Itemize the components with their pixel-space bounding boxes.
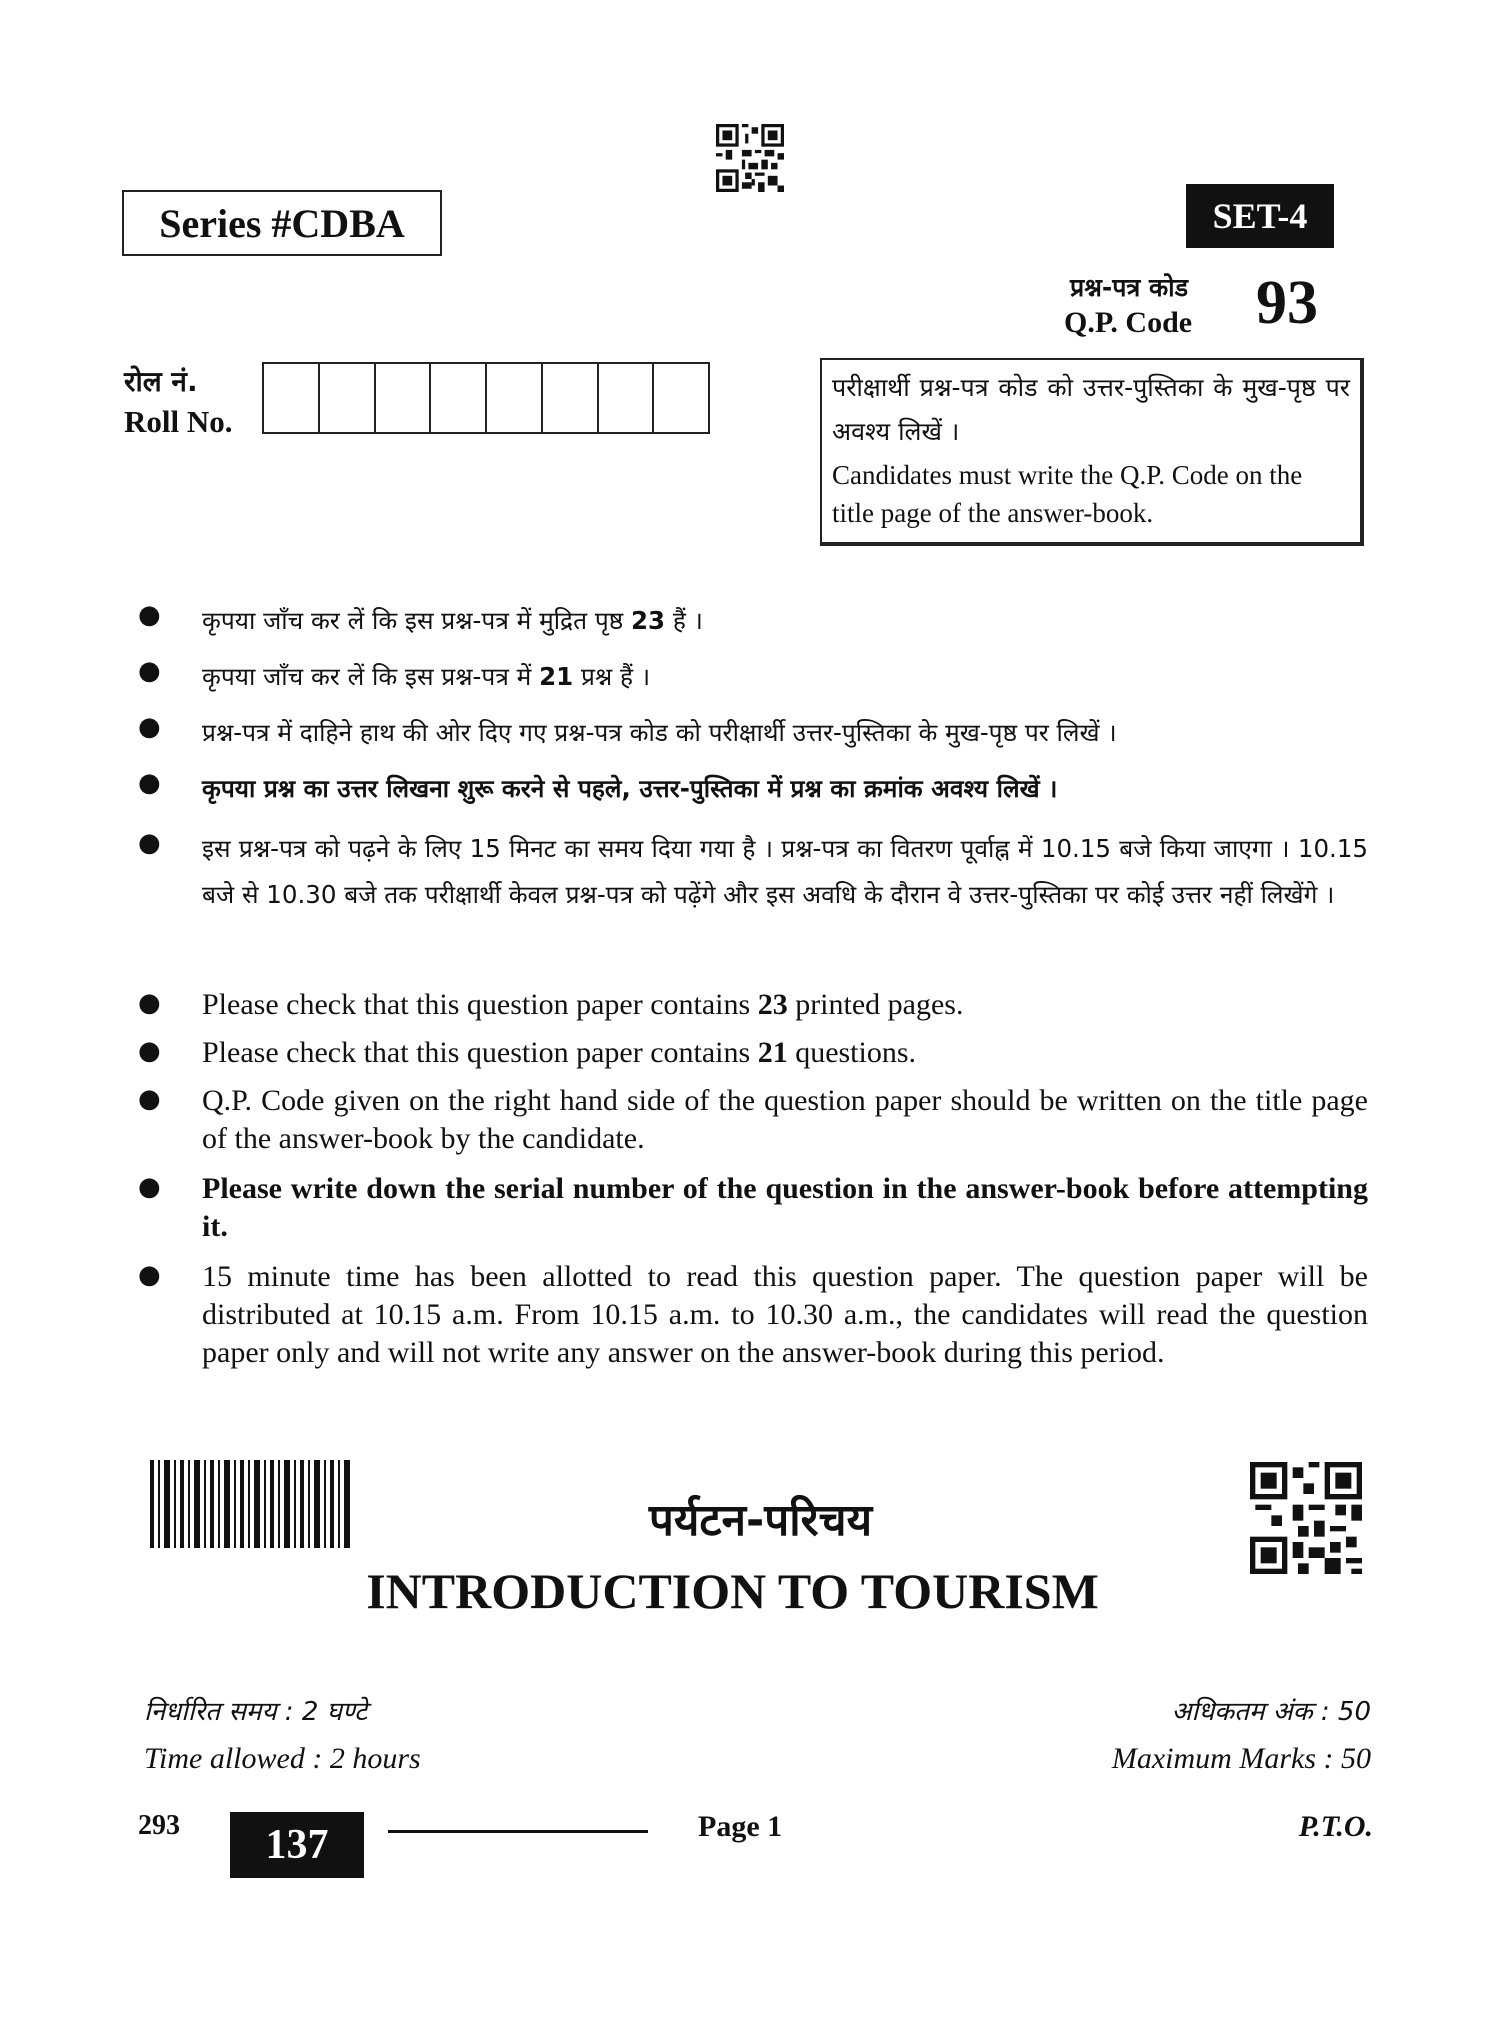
pto-label: P.T.O.: [1298, 1810, 1373, 1843]
candidate-note-hindi: परीक्षार्थी प्रश्न-पत्र कोड को उत्तर-पुस्तिका के मुख-पृष्ठ पर अवश्य लिखें ।: [832, 373, 1350, 446]
maximum-marks: Maximum Marks : 50: [1111, 1742, 1371, 1775]
roll-number-cell[interactable]: [599, 362, 655, 434]
qp-code-label-hindi: प्रश्न-पत्र कोड: [1070, 273, 1189, 302]
series-label: Series #CDBA: [122, 190, 442, 256]
qp-code-number: 93: [1256, 269, 1318, 337]
roll-number-cell[interactable]: [543, 362, 599, 434]
roll-number-cell[interactable]: [376, 362, 432, 434]
instruction-item: ● Please write down the serial number of the question in the answer-book before attempting it.: [138, 1170, 1368, 1246]
bullet-icon: ●: [138, 1172, 161, 1202]
subject-title: INTRODUCTION TO TOURISM: [366, 1563, 1099, 1619]
instruction-item: ● कृपया प्रश्न का उत्तर लिखना शुरू करने से पहले, उत्तर-पुस्तिका में प्रश्न का क्रमांक अवश्य लिखें ।: [138, 766, 1368, 812]
candidate-note-box: [820, 358, 1364, 546]
instruction-item: ● कृपया जाँच कर लें कि इस प्रश्न-पत्र में 21 प्रश्न हैं ।: [138, 654, 1368, 700]
roll-number-cell[interactable]: [654, 362, 710, 434]
bullet-icon: ●: [138, 768, 161, 798]
subject-title-hindi: पर्यटन-परिचय: [648, 1495, 873, 1546]
bullet-icon: ●: [138, 828, 161, 858]
instruction-item: ● प्रश्न-पत्र में दाहिने हाथ की ओर दिए गए प्रश्न-पत्र कोड को परीक्षार्थी उत्तर-पुस्तिका के मुख-पृष्ठ पर लिखें ।: [138, 710, 1368, 756]
page-number: Page 1: [698, 1810, 783, 1843]
roll-number-cell[interactable]: [487, 362, 543, 434]
time-allowed: Time allowed : 2 hours: [144, 1742, 421, 1775]
candidate-note-english: Candidates must write the Q.P. Code on the title page of the answer-book.: [832, 460, 1303, 528]
bullet-icon: ●: [138, 656, 161, 686]
instruction-item: ● इस प्रश्न-पत्र को पढ़ने के लिए 15 मिनट का समय दिया गया है । प्रश्न-पत्र का वितरण पूर्वाह्न में 10.15 बजे किया जाएगा । 10.15 बजे से 10.30 बजे तक परीक्षार्थी केवल प्रश्न-पत्र को पढ़ेंगे और इस अवधि के दौरान वे उत्तर-पुस्तिका पर कोई उत्तर नहीं लिखेंगे ।: [138, 826, 1368, 918]
qp-code-label: Q.P. Code: [1064, 306, 1193, 339]
bullet-icon: ●: [138, 1036, 161, 1066]
bullet-icon: ●: [138, 988, 161, 1018]
instruction-item: ● कृपया जाँच कर लें कि इस प्रश्न-पत्र में मुद्रित पृष्ठ 23 हैं ।: [138, 598, 1368, 644]
instruction-item: ● 15 minute time has been allotted to read this question paper. The question paper will be distributed at 10.15 a.m. From 10.15 a.m. to 10.30 a.m., the candidates will read the question paper only and will not write any answer on the answer-book during this period.: [138, 1258, 1368, 1372]
time-allowed-hindi: निर्धारित समय : 2 घण्टे: [144, 1697, 368, 1727]
roll-number-label: Roll No.: [124, 404, 233, 439]
roll-number-cell[interactable]: [320, 362, 376, 434]
roll-number-label-hindi: रोल नं.: [124, 365, 198, 398]
roll-number-grid[interactable]: [262, 362, 710, 434]
instruction-item: ● Q.P. Code given on the right hand side of the question paper should be written on the title page of the answer-book by the candidate.: [138, 1082, 1368, 1158]
instruction-item: ● Please check that this question paper contains 23 printed pages.: [138, 986, 1368, 1024]
bullet-icon: ●: [138, 600, 161, 630]
paper-code: 293: [138, 1810, 180, 1841]
maximum-marks-hindi: अधिकतम अंक : 50: [1171, 1697, 1371, 1727]
bullet-icon: ●: [138, 712, 161, 742]
set-badge: SET-4: [1186, 184, 1334, 248]
bullet-icon: ●: [138, 1260, 161, 1290]
bullet-icon: ●: [138, 1084, 161, 1114]
qr-code-top: [716, 124, 784, 192]
roll-number-cell[interactable]: [264, 362, 320, 434]
roll-number-cell[interactable]: [431, 362, 487, 434]
paper-number-badge: 137: [230, 1812, 364, 1878]
instruction-item: ● Please check that this question paper contains 21 questions.: [138, 1034, 1368, 1072]
footer-divider: [388, 1830, 648, 1833]
